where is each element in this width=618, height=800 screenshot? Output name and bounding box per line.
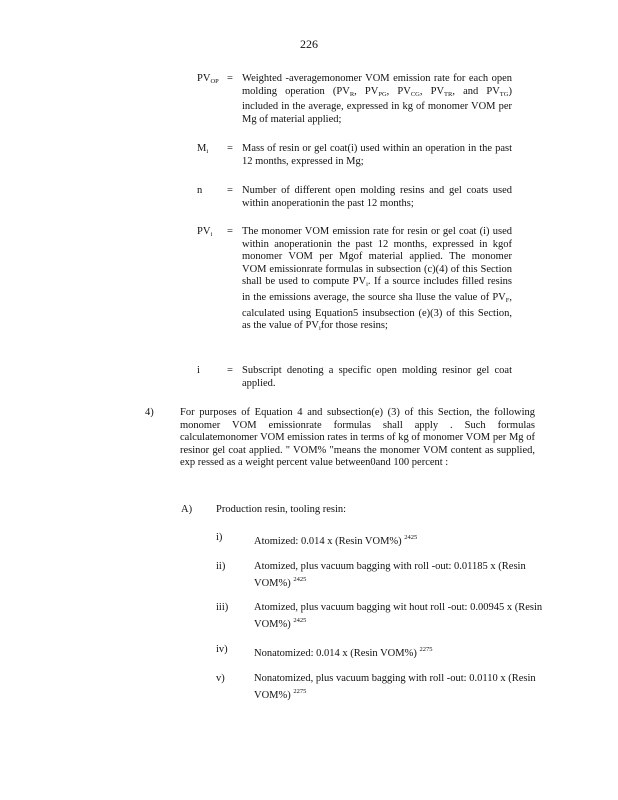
formula-item <box>216 561 546 589</box>
formula-label: ii) <box>216 561 226 572</box>
paragraph-label: 4) <box>145 407 154 418</box>
subsection-a <box>181 504 521 518</box>
definition-text: Subscript denoting a specific open molding resinor gel coat applied. <box>242 365 512 389</box>
definition-text: Weighted -averagemonomer VOM emission rate for each open molding operation ($PV_R$, $PV_{PG}$, $PV_{CG}$, $PV_{TR}$, and $PV_{TG}$) included in the average, expressed in kg of monomer VOM per Mg of material applied; <box>242 73 512 125</box>
definition-text: Number of different open molding resins and gel coats used within anoperationin the past 12 months; <box>242 185 512 209</box>
formula-label: v) <box>216 673 225 684</box>
definition-symbol: i <box>197 365 200 376</box>
definition-n <box>197 185 527 215</box>
definition-symbol: $M_i$ <box>197 143 209 155</box>
formula-item <box>216 602 546 630</box>
definition-pv-op <box>197 73 527 133</box>
formula-exponent: 2275 <box>419 646 433 653</box>
formula-label: i) <box>216 532 223 543</box>
definition-symbol: $PV_i$ <box>197 226 213 238</box>
formula-exponent: 2275 <box>293 687 307 695</box>
definition-symbol: n <box>197 185 203 196</box>
formula-exponent: 2425 <box>404 534 418 541</box>
formula-item <box>216 673 546 701</box>
paragraph-4 <box>145 407 540 492</box>
definition-equals: = <box>227 226 233 237</box>
definition-text: The monomer VOM emission rate for resin or gel coat (i) used within anoperationin the past 12 months, expressed in kgof monomer VOM per Mgof material applied. The monomer VOM emissionrate formulas in subsection (c)(4) of this Section shall be used to compute $PV_i$. If a source includes filled resins in the emissions average, the source sha lluse the value of $PV_F$, calculated using Equation5 insubsection (e)(3) of this Section, as the value of $PV_ifor$ those resins; <box>242 226 512 333</box>
formula-text: Atomized, plus vacuum bagging with roll -out: 0.01185 x (Resin VOM%) $^{2425}$ <box>254 561 526 589</box>
subsection-text: Production resin, tooling resin: <box>216 504 347 515</box>
definition-m-i <box>197 143 527 173</box>
formula-exponent: 2425 <box>293 575 307 583</box>
page-number: 226 <box>300 37 318 51</box>
definition-equals: = <box>227 73 233 84</box>
definition-text: Mass of resin or gel coat(i) used within an operation in the past 12 months, expressed in Mg; <box>242 143 512 167</box>
definition-symbol: $PV_{OP}$ <box>197 73 219 85</box>
formula-text: Nonatomized: 0.014 x (Resin VOM%) $^{2275}$ <box>254 646 433 659</box>
definition-equals: = <box>227 185 233 196</box>
definition-pv-i <box>197 226 527 356</box>
formula-text: Atomized, plus vacuum bagging wit hout roll -out: 0.00945 x (Resin VOM%) $^{2425}$ <box>254 602 543 630</box>
formula-exponent: 2425 <box>293 616 307 624</box>
formula-text: Atomized: 0.014 x (Resin VOM%) $^{2425}$ <box>254 534 418 547</box>
formula-label: iv) <box>216 644 228 655</box>
formula-label: iii) <box>216 602 229 613</box>
definition-subscript-i <box>197 365 527 395</box>
definition-equals: = <box>227 143 233 154</box>
formula-text: Nonatomized, plus vacuum bagging with roll -out: 0.0110 x (Resin VOM%) $^{2275}$ <box>254 673 536 701</box>
definition-equals: = <box>227 365 233 376</box>
paragraph-text: For purposes of Equation 4 and subsection(e) (3) of this Section, the following monomer VOM emissionrate formulas shall apply . Such formulas calculatemonomer VOM emission rates in terms of kg of monomer VOM per Mg of resinor gel coat applied. " VOM% "means the monomer VOM content as supplied, exp ressed as a weight percent value between0and 100 percent : <box>180 407 535 469</box>
subsection-label: A) <box>181 504 193 515</box>
formula-item <box>216 644 546 658</box>
formula-item <box>216 532 546 546</box>
